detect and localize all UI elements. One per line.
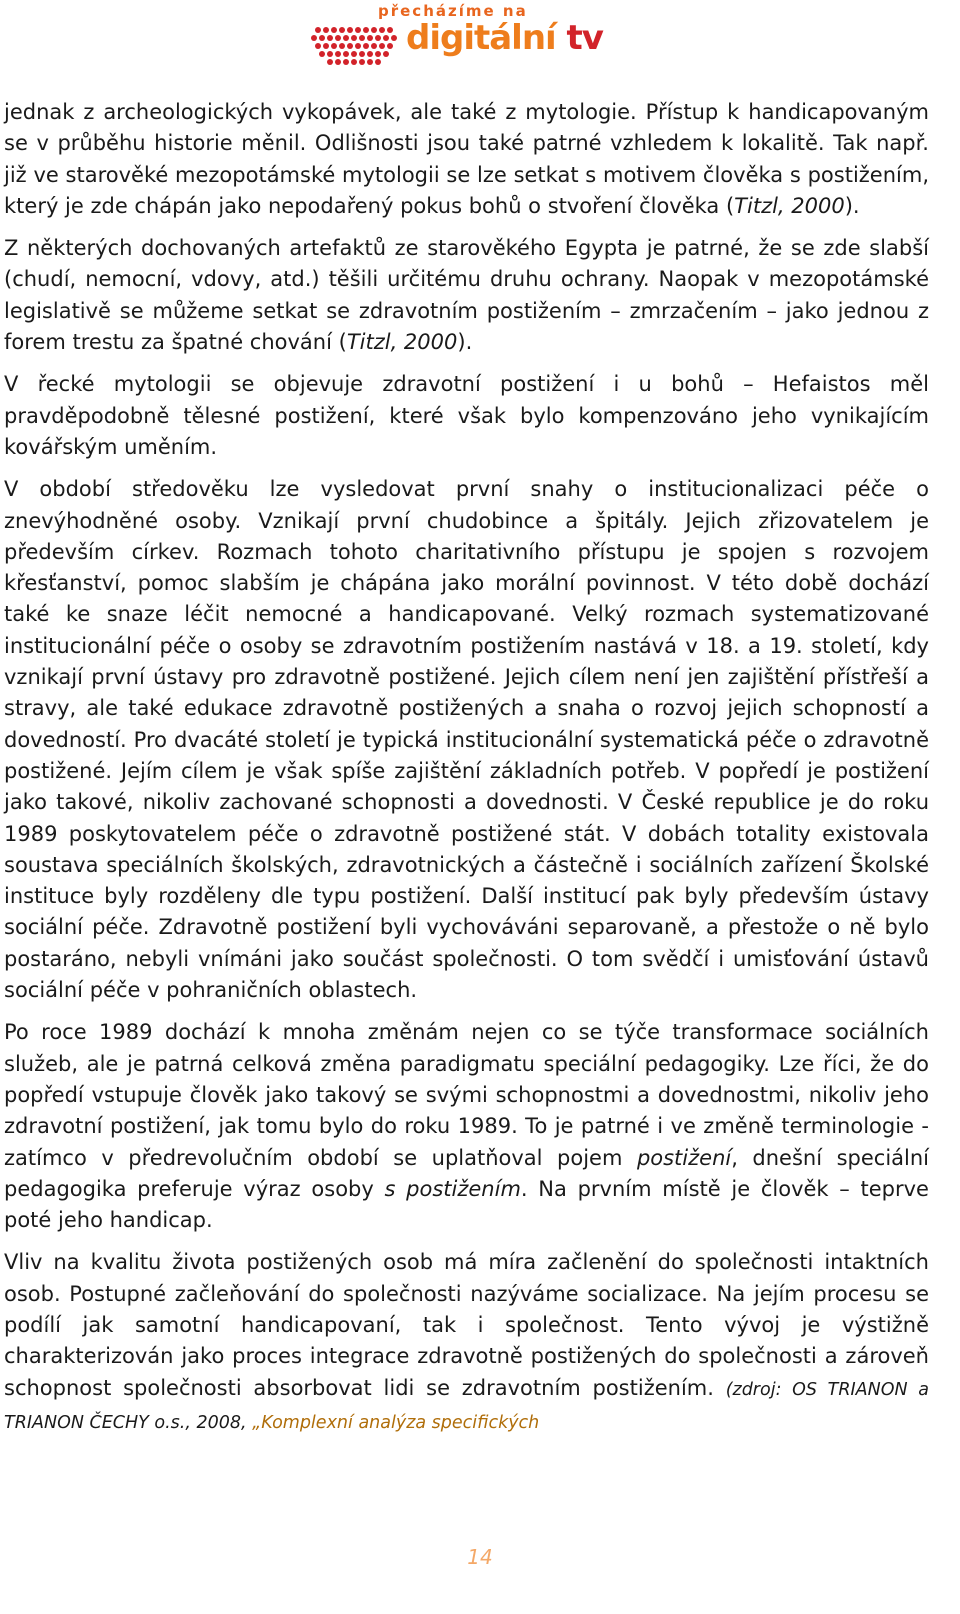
- paragraph-3: V řecké mytologii se objevuje zdravotní postižení i u bohů – Hefaistos měl pravděpodobně tělesné postižení, které však bylo kompenzováno jeho vynikajícím kovářským uměním.: [4, 372, 929, 459]
- paragraph-5-text-c: . Na prvním místě je člověk – teprve poté jeho handicap.: [4, 1176, 929, 1233]
- logo-tv-text: tv: [566, 18, 603, 58]
- paragraph-1-end: ).: [844, 193, 860, 218]
- term-postizeni: postižení: [636, 1145, 732, 1170]
- paragraph-2: [4, 233, 929, 358]
- page-number: 14: [467, 1545, 493, 1569]
- digitalni-tv-logo: [308, 2, 608, 72]
- paragraph-2-text: Z některých dochovaných artefaktů ze starověkého Egypta je patrné, že se zde slabší (chudí, nemocní, vdovy, atd.) těšili určitému druhu ochrany. Naopak v mezopotámské legislativě se můžeme setkat se zdravotním postižením – zmrzačením – jako jednou z forem trestu za špatné chování (: [4, 236, 929, 355]
- paragraph-2-end: ).: [457, 330, 473, 355]
- logo-wordmark: [406, 18, 603, 58]
- citation: Titzl, 2000: [734, 193, 845, 218]
- paragraph-5-text-b: , dnešní speciální pedagogika preferuje výraz osoby: [4, 1145, 929, 1201]
- paragraph-5-text-a: Po roce 1989 dochází k mnoha změnám nejen co se týče transformace sociálních služeb, ale je patrná celková změna paradigmatu speciální pedagogiky. Lze říci, že do popředí vstupuje člověk jako takový se svými schopnostmi a dovednostmi, nikoliv jeho zdravotní postižení, jak tomu bylo do roku 1989. To je patrné i ve změně terminologie - zatímco v předrevolučním období se uplatňoval pojem: [4, 1020, 929, 1170]
- page-header: [0, 0, 960, 86]
- paragraph-5: [4, 1017, 929, 1236]
- source-note-text: (zdroj: OS TRIANON a TRIANON ČECHY o.s., 2008,: [4, 1379, 929, 1433]
- paragraph-1: [4, 97, 929, 222]
- logo-dots-icon: [308, 20, 404, 72]
- paragraph-6: [4, 1247, 929, 1439]
- logo-main-text: digitální: [406, 18, 556, 58]
- paragraph-6-text: Vliv na kvalitu života postižených osob má míra začlenění do společnosti intaktních osob. Postupné začleňování do společnosti nazýváme socializace. Na jejím procesu se podílí jak samotní handicapovaní, tak i společnost. Tento vývoj je výstižně charakterizován jako proces integrace zdravotně postižených do společnosti a zároveň schopnost společnosti absorbovat lidi se zdravotním postižením.: [4, 1250, 929, 1400]
- logo-subtitle: přecházíme na: [378, 2, 528, 20]
- paragraph-4: V období středověku lze vysledovat první snahy o institucionalizaci péče o znevýhodněné osoby. Vznikají první chudobince a špitály. Jejich zřizovatelem je především církev. Rozmach tohoto charitativního přístupu je spojen s rozvojem křesťanství, pomoc slabším je chápána jako morální povinnost. V této době dochází také ke snaze léčit nemocné a handicapované. Velký rozmach systematizované institucionální péče o osoby se zdravotním postižením nastává v 18. a 19. století, kdy vznikají první ústavy pro zdravotně postižené. Jejich cílem není jen zajištění přístřeší a stravy, ale také edukace zdravotně postižených a snaha o rozvoj jejich schopností a dovedností. Pro dvacáté století je typická institucionální systematická péče o zdravotně postižené. Jejím cílem je však spíše zajištění základních potřeb. V popředí je postižení jako takové, nikoliv zachované schopnosti a dovednosti. V České republice je do roku 1989 poskytovatelem péče o zdravotně postižené stát. V dobách totality existovala soustava speciálních školských, zdravotnických a částečně i sociálních zařízení Školské instituce byly rozděleny dle typu postižení. Další institucí pak byly především ústavy sociální péče. Zdravotně postižení byli vychováváni separovaně, a přestože o ně bylo postaráno, nebyli vnímáni jako součást společnosti. O tom svědčí i umisťování ústavů sociální péče v pohraničních oblastech.: [4, 477, 929, 1003]
- citation: Titzl, 2000: [346, 330, 458, 355]
- document-body: [4, 97, 929, 1439]
- source-title: „Komplexní analýza specifických: [252, 1412, 540, 1433]
- term-s-postizenim: s postižením: [384, 1176, 521, 1201]
- paragraph-1-text: jednak z archeologických vykopávek, ale také z mytologie. Přístup k handicapovaným se v průběhu historie měnil. Odlišnosti jsou také patrné vzhledem k lokalitě. Tak např. již ve starověké mezopotámské mytologii se lze setkat s motivem člověka s postižením, který je zde chápán jako nepodařený pokus bohů o stvoření člověka (: [4, 100, 929, 218]
